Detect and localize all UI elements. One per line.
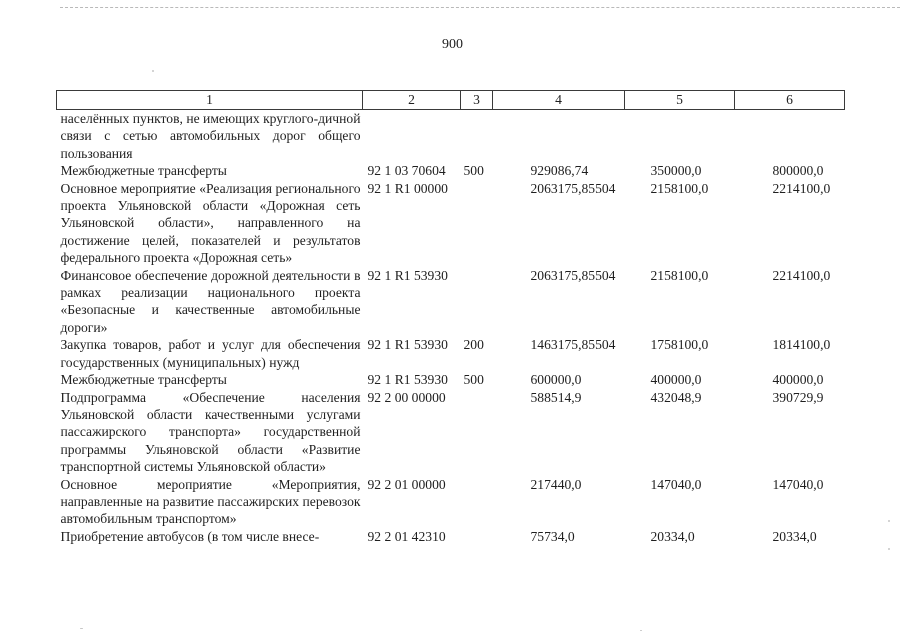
row-value-year-2: 400000,0 [650,372,702,388]
scan-top-rule [60,7,900,8]
row-value-year-3: 1814100,0 [772,337,831,353]
table-row [57,180,845,267]
row-value-year-3: 147040,0 [772,476,824,492]
row-value-year-1: 600000,0 [530,372,582,388]
table-row [57,476,845,528]
row-value-year-3: 390729,9 [772,389,824,405]
table-row [57,371,845,388]
row-value-year-3: 800000,0 [772,163,824,179]
table-row [57,389,845,476]
row-value-year-3: 2214100,0 [772,180,831,196]
row-code [363,110,461,163]
scan-speck [888,548,890,550]
row-value-year-2 [625,110,735,163]
row-value-year-1: 2063175,85504 [530,180,616,196]
table-row [57,267,845,337]
scan-speck [80,628,83,629]
row-vr [461,267,493,337]
row-value-year-2: 1758100,0 [650,337,709,353]
row-value-year-2: 2158100,0 [650,267,709,283]
table-row [57,528,845,545]
row-value-year-1: 929086,74 [530,163,589,179]
row-vr [461,389,493,476]
row-code: 92 2 00 00000 [367,389,446,405]
row-value-year-3 [735,110,845,163]
row-code: 92 2 01 00000 [367,476,446,492]
row-name: Финансовое обеспечение дорожной деятельности в рамках реализации национального проекта «Безопасные и качественные автомобильные дороги» [60,267,361,335]
budget-table [56,90,845,545]
row-value-year-1: 588514,9 [530,389,582,405]
row-code: 92 2 01 42310 [367,528,446,544]
row-value-year-2: 20334,0 [650,528,695,544]
row-value-year-3: 20334,0 [772,528,817,544]
scan-speck [640,630,642,631]
col-header-name: 1 [57,91,363,110]
row-code: 92 1 03 70604 [367,163,446,179]
scan-speck [152,70,154,72]
table-row [57,336,845,371]
row-name: Приобретение автобусов (в том числе внесе- [60,528,320,544]
row-vr [461,476,493,528]
row-name: Закупка товаров, работ и услуг для обеспечения государственных (муниципальных) нужд [60,337,361,370]
row-vr [461,528,493,545]
row-name: Основное мероприятие «Реализация регионального проекта Ульяновской области «Дорожная сеть Ульяновской области», направленного на достижение целей, показателей и результатов федерального проекта «Дорожная сеть» [60,180,361,266]
scan-speck [888,520,890,522]
row-vr: 500 [463,163,484,179]
table-row [57,110,845,163]
row-value-year-1: 217440,0 [530,476,582,492]
col-header-year-3: 6 [735,91,845,110]
table-row [57,162,845,179]
row-value-year-2: 2158100,0 [650,180,709,196]
row-name: Межбюджетные трансферты [60,163,227,179]
row-value-year-2: 350000,0 [650,163,702,179]
row-vr [461,110,493,163]
col-header-vr: 3 [461,91,493,110]
row-value-year-1 [493,110,625,163]
row-vr [461,180,493,267]
row-code: 92 1 R1 53930 [367,267,448,283]
row-code: 92 1 R1 53930 [367,372,448,388]
row-value-year-1: 75734,0 [530,528,575,544]
row-vr: 200 [463,337,484,353]
row-value-year-2: 432048,9 [650,389,702,405]
header-row [57,91,845,110]
row-name: Основное мероприятие «Мероприятия, направленные на развитие пассажирских перевозок автомобильным транспортом» [60,476,361,527]
row-code: 92 1 R1 00000 [367,180,448,196]
row-value-year-1: 1463175,85504 [530,337,616,353]
page-number: 900 [442,37,463,52]
row-name: Подпрограмма «Обеспечение населения Ульяновской области качественными услугами пассажирского транспорта» государственной программы Ульяновской области «Развитие транспортной системы Ульяновской области» [60,389,361,475]
row-value-year-2: 147040,0 [650,476,702,492]
row-vr: 500 [463,372,484,388]
row-value-year-1: 2063175,85504 [530,267,616,283]
col-header-code: 2 [363,91,461,110]
row-value-year-3: 2214100,0 [772,267,831,283]
row-code: 92 1 R1 53930 [367,337,448,353]
col-header-year-2: 5 [625,91,735,110]
col-header-year-1: 4 [493,91,625,110]
row-name: Межбюджетные трансферты [60,372,227,388]
row-name: населённых пунктов, не имеющих круглого-дичной связи с сетью автомобильных дорог общего пользования [60,111,361,161]
row-value-year-3: 400000,0 [772,372,824,388]
